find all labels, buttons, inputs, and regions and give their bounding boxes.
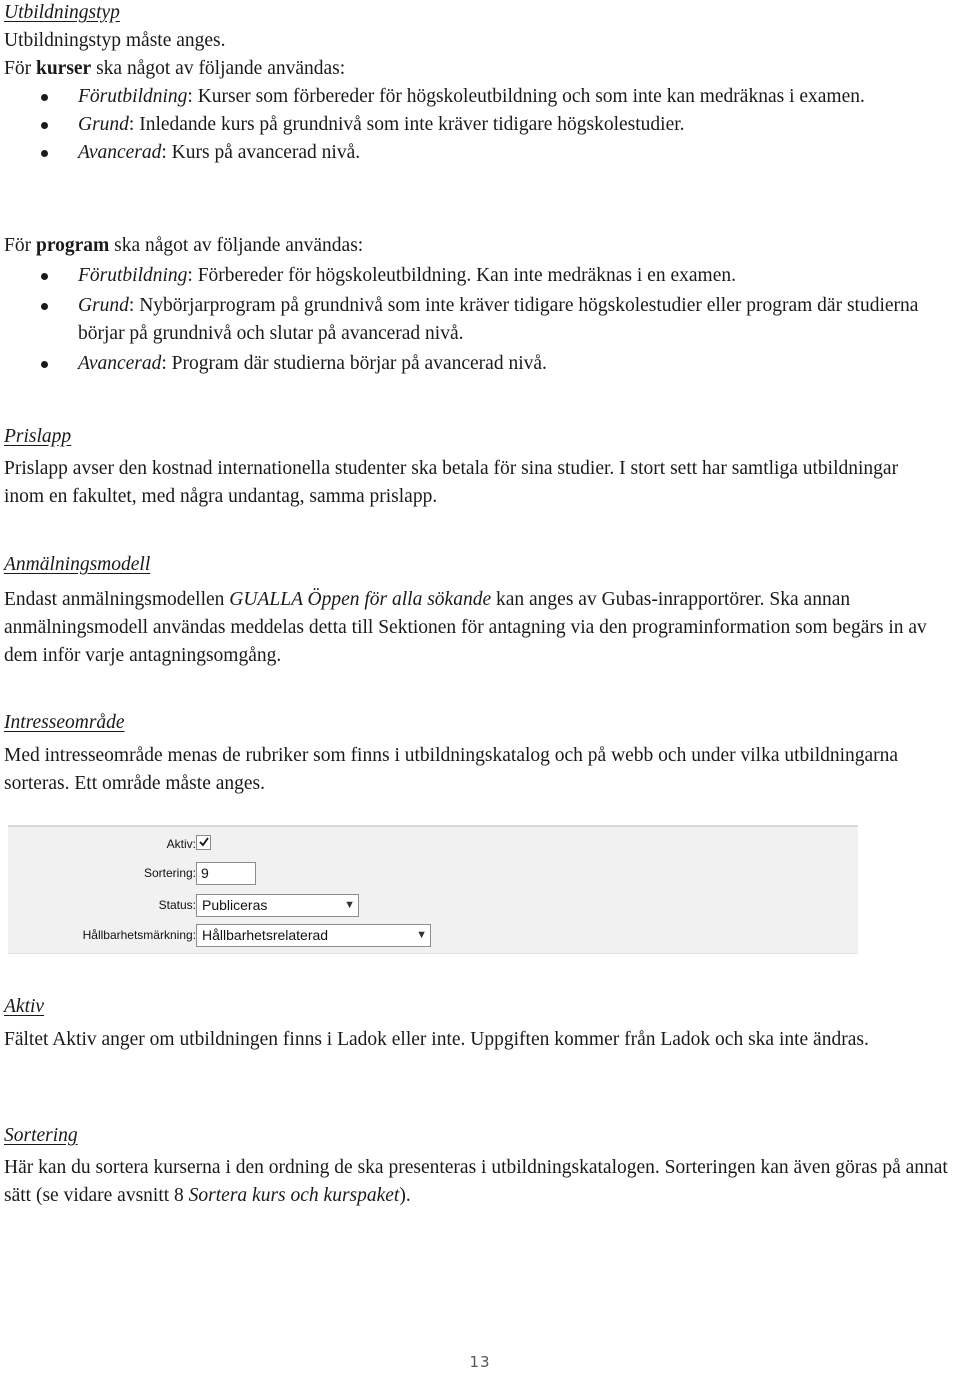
status-label: Status: xyxy=(158,898,196,912)
section-sortering xyxy=(4,1122,960,1210)
program-block xyxy=(4,232,960,378)
section-prislapp xyxy=(4,423,904,511)
aktiv-label: Aktiv: xyxy=(166,837,196,851)
text-span: För xyxy=(4,235,36,256)
aktiv-checkbox[interactable] xyxy=(196,835,211,850)
italic-term: Avancerad xyxy=(78,142,162,163)
text-span: Här kan du sortera kurserna i den ordning de ska presenteras i utbildningskatalogen. Sorteringen kan även göras på annat sätt (se vidare avsnitt 8 xyxy=(4,1157,948,1206)
paragraph: Utbildningstyp måste anges. xyxy=(4,30,226,51)
text-span: Endast anmälningsmodellen xyxy=(4,589,230,610)
paragraph xyxy=(4,1154,960,1210)
hallbarhet-select[interactable] xyxy=(196,924,431,947)
checkmark-icon xyxy=(198,836,210,848)
text-span: : Kurs på avancerad nivå. xyxy=(161,142,361,163)
bullet-list xyxy=(4,83,924,167)
italic-term: Sortera kurs och kurspaket xyxy=(188,1185,400,1206)
chevron-down-icon: ▼ xyxy=(344,899,355,911)
italic-term: Förutbildning xyxy=(78,86,188,107)
section-anmalningsmodell xyxy=(4,551,960,670)
list-item xyxy=(4,292,960,348)
list-item xyxy=(4,139,924,167)
text-span: : Nybörjarprogram på grundnivå som inte kräver tidigare högskolestudier eller program där studierna börjar på grundnivå och slutar på avancerad nivå. xyxy=(78,295,919,344)
section-aktiv xyxy=(4,993,944,1054)
list-item xyxy=(4,111,924,139)
hallbarhet-label: Hållbarhetsmärkning: xyxy=(82,928,196,942)
hallbarhet-selected-value: Hållbarhetsrelaterad xyxy=(202,927,329,943)
section-heading: Intresseområde xyxy=(4,712,125,733)
list-item xyxy=(4,262,960,290)
section-heading: Utbildningstyp xyxy=(4,2,120,23)
italic-term: Förutbildning xyxy=(78,265,188,286)
bold-term: program xyxy=(35,235,110,256)
paragraph: Fältet Aktiv anger om utbildningen finns i Ladok eller inte. Uppgiften kommer från Ladok och ska inte ändras. xyxy=(4,1029,869,1050)
course-settings-form xyxy=(8,825,858,954)
italic-term: GUALLA Öppen för alla sökande xyxy=(229,589,492,610)
paragraph: Med intresseområde menas de rubriker som finns i utbildningskatalog och på webb och under vilka utbildningarna sorteras. Ett område måste anges. xyxy=(4,745,899,794)
bold-term: kurser xyxy=(35,58,92,79)
bullet-list xyxy=(4,262,960,378)
text-span: : Inledande kurs på grundnivå som inte kräver tidigare högskolestudier. xyxy=(128,114,685,135)
section-heading: Aktiv xyxy=(4,996,45,1017)
list-item xyxy=(4,350,960,378)
text-span: : Förbereder för högskoleutbildning. Kan inte medräknas i en examen. xyxy=(187,265,736,286)
sortering-input[interactable]: 9 xyxy=(196,862,256,885)
paragraph xyxy=(4,586,960,670)
text-span: : Kurser som förbereder för högskoleutbildning och som inte kan medräknas i examen. xyxy=(187,86,865,107)
list-item xyxy=(4,83,924,111)
page-number: 13 xyxy=(469,1353,491,1371)
italic-term: Grund xyxy=(78,295,129,316)
italic-term: Grund xyxy=(78,114,129,135)
status-select[interactable] xyxy=(196,894,359,917)
text-span: ska något av följande användas: xyxy=(109,235,364,256)
text-span: kan anges av Gubas-inrapportörer. Ska annan anmälningsmodell användas meddelas detta till Sektionen för antagning via den programinformation som begärs in av dem inför varje antagningsomgång. xyxy=(4,589,927,666)
form-row-hallbarhet xyxy=(8,920,858,950)
text-span: : Program där studierna börjar på avancerad nivå. xyxy=(161,353,547,374)
section-heading: Sortering xyxy=(4,1125,78,1146)
text-span: För xyxy=(4,58,36,79)
text-span: ska något av följande användas: xyxy=(91,58,346,79)
section-heading: Anmälningsmodell xyxy=(4,554,151,575)
chevron-down-icon: ▼ xyxy=(416,929,427,941)
paragraph xyxy=(4,55,924,83)
paragraph: Prislapp avser den kostnad internationella studenter ska betala för sina studier. I stort sett har samtliga utbildningar inom en fakultet, med några undantag, samma prislapp. xyxy=(4,458,899,507)
section-heading: Prislapp xyxy=(4,426,72,447)
section-intresseomrade xyxy=(4,709,954,798)
sortering-label: Sortering: xyxy=(143,866,196,880)
italic-term: Avancerad xyxy=(78,353,162,374)
section-utbildningstyp xyxy=(4,0,924,167)
form-row-status xyxy=(8,890,858,920)
status-selected-value: Publiceras xyxy=(202,897,268,913)
paragraph xyxy=(4,232,960,260)
text-span: ). xyxy=(399,1185,411,1206)
form-row-aktiv xyxy=(8,829,858,859)
form-row-sortering xyxy=(8,858,858,888)
